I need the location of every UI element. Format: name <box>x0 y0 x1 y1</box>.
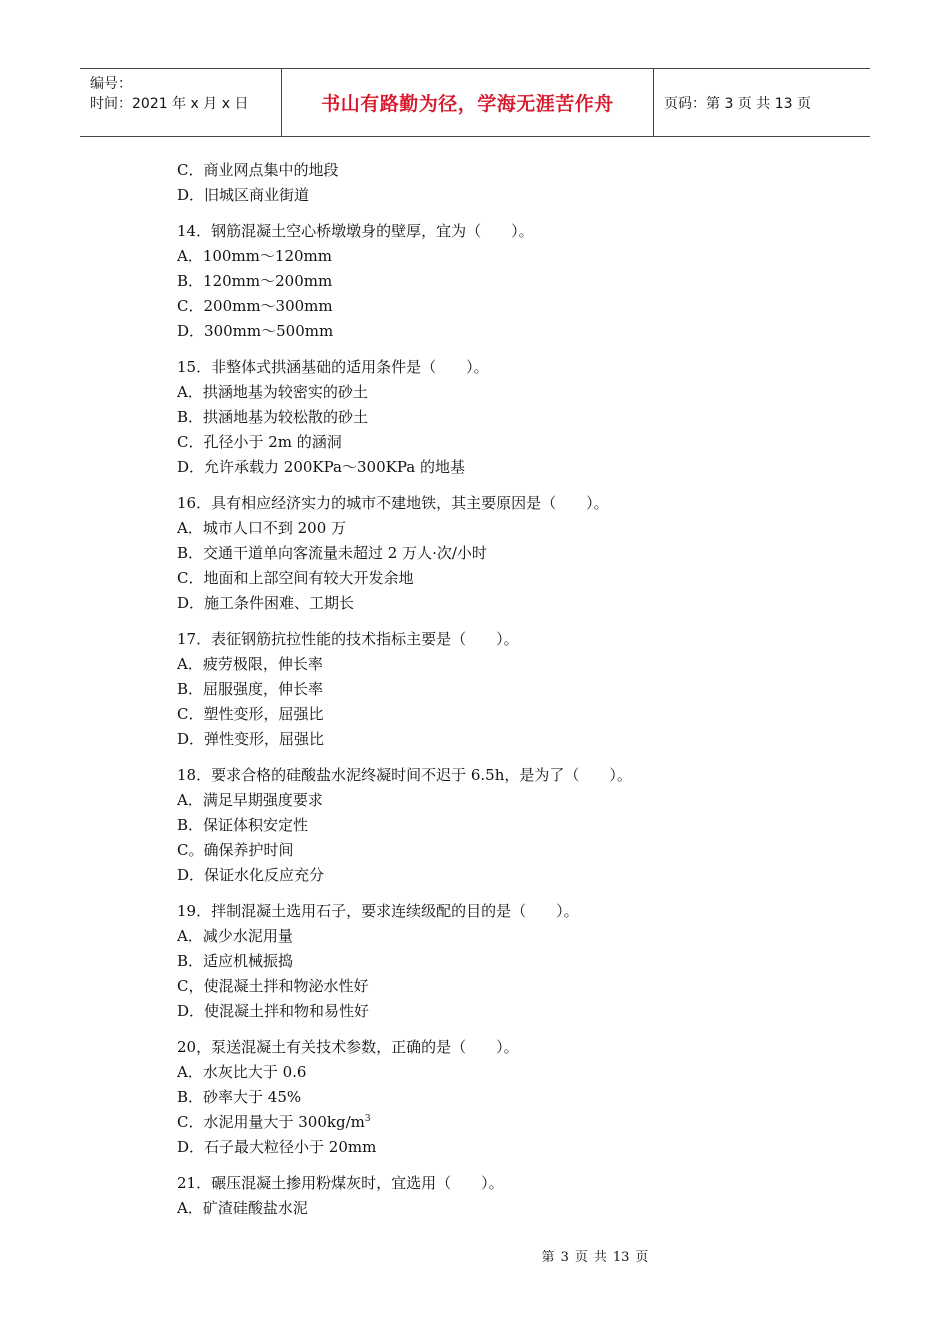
question-gap <box>177 344 817 355</box>
line-text: 19．拌制混凝土选用石子，要求连续级配的目的是（ ）。 <box>177 902 579 920</box>
answer-option <box>177 183 817 208</box>
question-stem <box>177 219 817 244</box>
answer-option <box>177 727 817 752</box>
line-text: D．弹性变形，屈强比 <box>177 730 325 748</box>
line-text: A．满足早期强度要求 <box>177 791 323 809</box>
line-text: 14．钢筋混凝土空心桥墩墩身的壁厚，宜为（ ）。 <box>177 222 534 240</box>
answer-option <box>177 430 817 455</box>
answer-option <box>177 380 817 405</box>
line-text: B．保证体积安定性 <box>177 816 309 834</box>
line-text: C，使混凝土拌和物泌水性好 <box>177 977 369 995</box>
answer-option <box>177 813 817 838</box>
answer-option <box>177 1135 817 1160</box>
answer-option <box>177 269 817 294</box>
answer-option <box>177 319 817 344</box>
question-stem <box>177 1035 817 1060</box>
question-stem <box>177 763 817 788</box>
answer-option <box>177 924 817 949</box>
line-text: A．矿渣硅酸盐水泥 <box>177 1199 308 1217</box>
answer-option <box>177 974 817 999</box>
answer-option <box>177 591 817 616</box>
header-meta <box>80 69 282 136</box>
question-gap <box>177 888 817 899</box>
line-text: A．水灰比大于 0.6 <box>177 1063 307 1081</box>
page-header <box>80 68 870 137</box>
answer-option <box>177 541 817 566</box>
footer-word: 页 <box>574 1250 588 1265</box>
answer-option <box>177 1110 817 1135</box>
answer-option <box>177 455 817 480</box>
answer-option <box>177 838 817 863</box>
footer-word: 第 <box>541 1250 555 1265</box>
header-page-info: 页码：第 3 页 共 13 页 <box>664 95 811 112</box>
line-text: A．疲劳极限，伸长率 <box>177 655 323 673</box>
line-text: A．城市人口不到 200 万 <box>177 519 346 537</box>
line-text: 15．非整体式拱涵基础的适用条件是（ ）。 <box>177 358 489 376</box>
line-text: 20，泵送混凝土有关技术参数，正确的是（ ）。 <box>177 1038 519 1056</box>
answer-option <box>177 677 817 702</box>
question-content <box>177 158 817 1221</box>
answer-option <box>177 652 817 677</box>
question-gap <box>177 1024 817 1035</box>
line-text: B．120mm～200mm <box>177 272 333 290</box>
question-gap <box>177 1160 817 1171</box>
line-text: B．拱涵地基为较松散的砂土 <box>177 408 369 426</box>
answer-option <box>177 1196 817 1221</box>
line-text: C．孔径小于 2m 的涵洞 <box>177 433 342 451</box>
header-motto: 书山有路勤为径，学海无涯苦作舟 <box>282 69 654 136</box>
footer-total-pages: 13 <box>612 1250 630 1265</box>
question-stem <box>177 491 817 516</box>
answer-option <box>177 244 817 269</box>
footer-word: 页 <box>635 1250 649 1265</box>
answer-option <box>177 1060 817 1085</box>
line-text: 21．碾压混凝土掺用粉煤灰时，宜选用（ ）。 <box>177 1174 504 1192</box>
line-text: D．保证水化反应充分 <box>177 866 325 884</box>
line-text: C．200mm～300mm <box>177 297 333 315</box>
line-text: 18．要求合格的硅酸盐水泥终凝时间不迟于 6.5h，是为了（ ）。 <box>177 766 632 784</box>
question-gap <box>177 616 817 627</box>
question-stem <box>177 899 817 924</box>
line-text: C．水泥用量大于 300kg/m <box>177 1113 365 1131</box>
answer-option <box>177 158 817 183</box>
answer-option <box>177 949 817 974</box>
question-gap <box>177 480 817 491</box>
question-gap <box>177 208 817 219</box>
answer-option <box>177 788 817 813</box>
time-label: 时间：2021 年 x 月 x 日 <box>90 96 249 112</box>
question-gap <box>177 752 817 763</box>
footer-page-number: 3 <box>560 1250 569 1265</box>
line-text: D．允许承载力 200KPa～300KPa 的地基 <box>177 458 465 476</box>
line-text: D．使混凝土拌和物和易性好 <box>177 1002 370 1020</box>
line-text: B．砂率大于 45% <box>177 1088 302 1106</box>
line-text: B．屈服强度，伸长率 <box>177 680 324 698</box>
line-text: A．拱涵地基为较密实的砂土 <box>177 383 368 401</box>
line-text: D．施工条件困难、工期长 <box>177 594 355 612</box>
answer-option <box>177 999 817 1024</box>
line-text: D．300mm～500mm <box>177 322 334 340</box>
question-stem <box>177 627 817 652</box>
question-stem <box>177 355 817 380</box>
line-text: D．石子最大粒径小于 20mm <box>177 1138 377 1156</box>
line-text: A．100mm～120mm <box>177 247 332 265</box>
superscript: 3 <box>364 1114 371 1124</box>
footer-word: 共 <box>593 1250 607 1265</box>
line-text: C．塑性变形，屈强比 <box>177 705 324 723</box>
number-label: 编号： <box>90 76 132 92</box>
question-stem <box>177 1171 817 1196</box>
answer-option <box>177 516 817 541</box>
line-text: D．旧城区商业街道 <box>177 186 310 204</box>
line-text: C．商业网点集中的地段 <box>177 161 339 179</box>
answer-option <box>177 566 817 591</box>
answer-option <box>177 1085 817 1110</box>
answer-option <box>177 863 817 888</box>
answer-option <box>177 405 817 430</box>
line-text: C。确保养护时间 <box>177 841 294 859</box>
line-text: B．交通干道单向客流量未超过 2 万人·次/小时 <box>177 544 487 562</box>
line-text: 16．具有相应经济实力的城市不建地铁，其主要原因是（ ）。 <box>177 494 609 512</box>
line-text: A．减少水泥用量 <box>177 927 293 945</box>
line-text: C．地面和上部空间有较大开发余地 <box>177 569 414 587</box>
line-text: B．适应机械振捣 <box>177 952 294 970</box>
page-footer <box>0 1246 950 1265</box>
answer-option <box>177 702 817 727</box>
answer-option <box>177 294 817 319</box>
line-text: 17．表征钢筋抗拉性能的技术指标主要是（ ）。 <box>177 630 519 648</box>
